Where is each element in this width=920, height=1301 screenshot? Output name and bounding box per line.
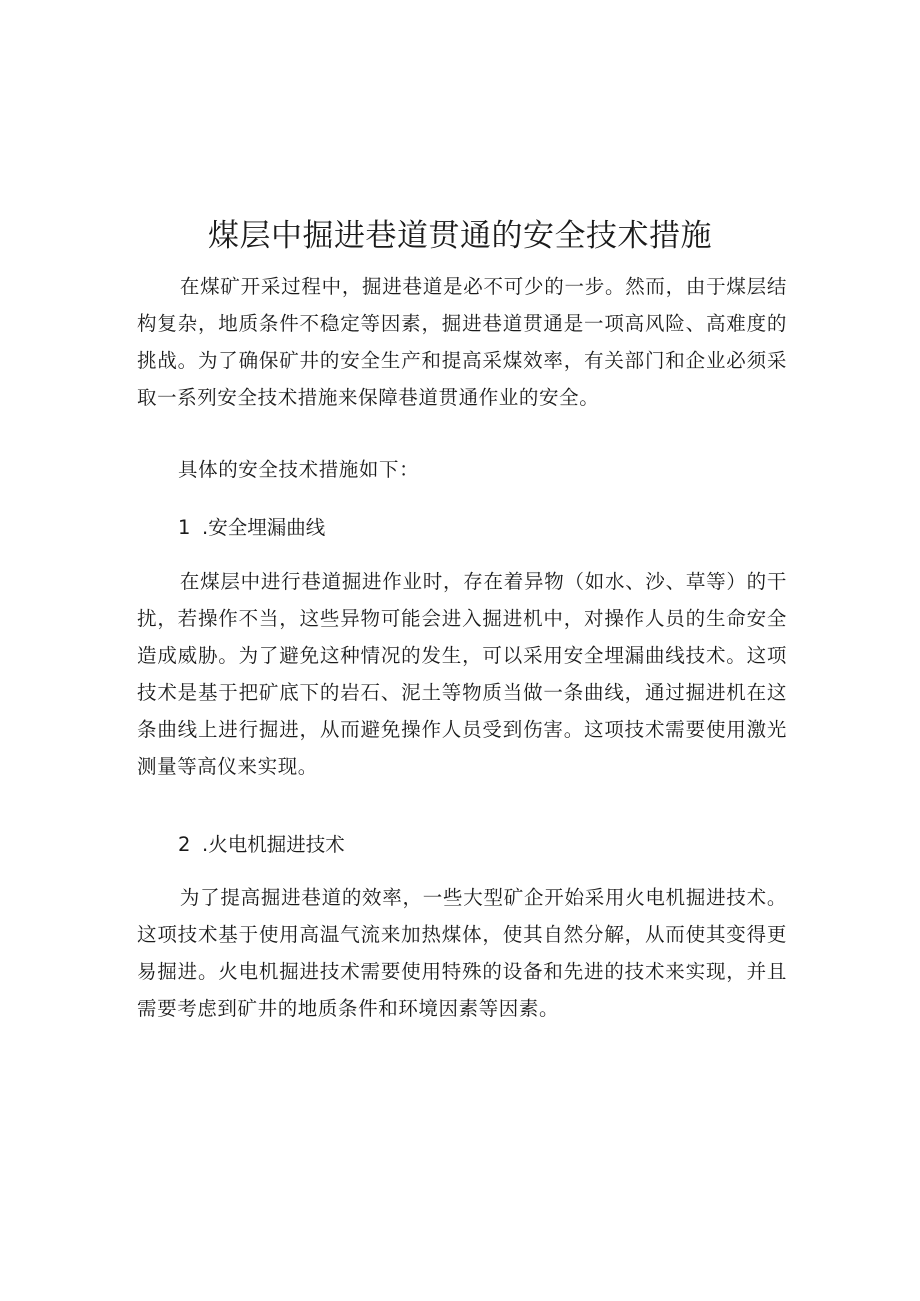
section-body-2: 为了提高掘进巷道的效率，一些大型矿企开始采用火电机掘进技术。这项技术基于使用高温气流来加热煤体，使其自然分解，从而使其变得更易掘进。火电机掘进技术需要使用特殊的设备和先进的技术来实现，并且需要考虑到矿井的地质条件和环境因素等因素。 bbox=[137, 886, 787, 1020]
section-heading-2 bbox=[178, 826, 345, 863]
section-body-1: 在煤层中进行巷道掘进作业时，存在着异物（如水、沙、草等）的干扰，若操作不当，这些异物可能会进入掘进机中，对操作人员的生命安全造成威胁。为了避免这种情况的发生，可以采用安全埋漏曲线技术。这项技术是基于把矿底下的岩石、泥土等物质当做一条曲线，通过掘进机在这条曲线上进行掘进，从而避免操作人员受到伤害。这项技术需要使用激光测量等高仪来实现。 bbox=[137, 570, 787, 778]
section-number-2: 2 bbox=[178, 833, 191, 856]
lead-text: 具体的安全技术措施如下： bbox=[178, 458, 420, 481]
section-title-1: .安全埋漏曲线 bbox=[202, 516, 326, 539]
section-title-2: .火电机掘进技术 bbox=[202, 833, 345, 856]
section-heading-1 bbox=[178, 509, 325, 546]
intro-paragraph: 在煤矿开采过程中，掘进巷道是必不可少的一步。然而，由于煤层结构复杂，地质条件不稳定等因素，掘进巷道贯通是一项高风险、高难度的挑战。为了确保矿井的安全生产和提高采煤效率，有关部门和企业必须采取一系列安全技术措施来保障巷道贯通作业的安全。 bbox=[137, 275, 787, 409]
document-title: 煤层中掘进巷道贯通的安全技术措施 bbox=[208, 218, 712, 254]
section-number-1: 1 bbox=[178, 516, 191, 539]
